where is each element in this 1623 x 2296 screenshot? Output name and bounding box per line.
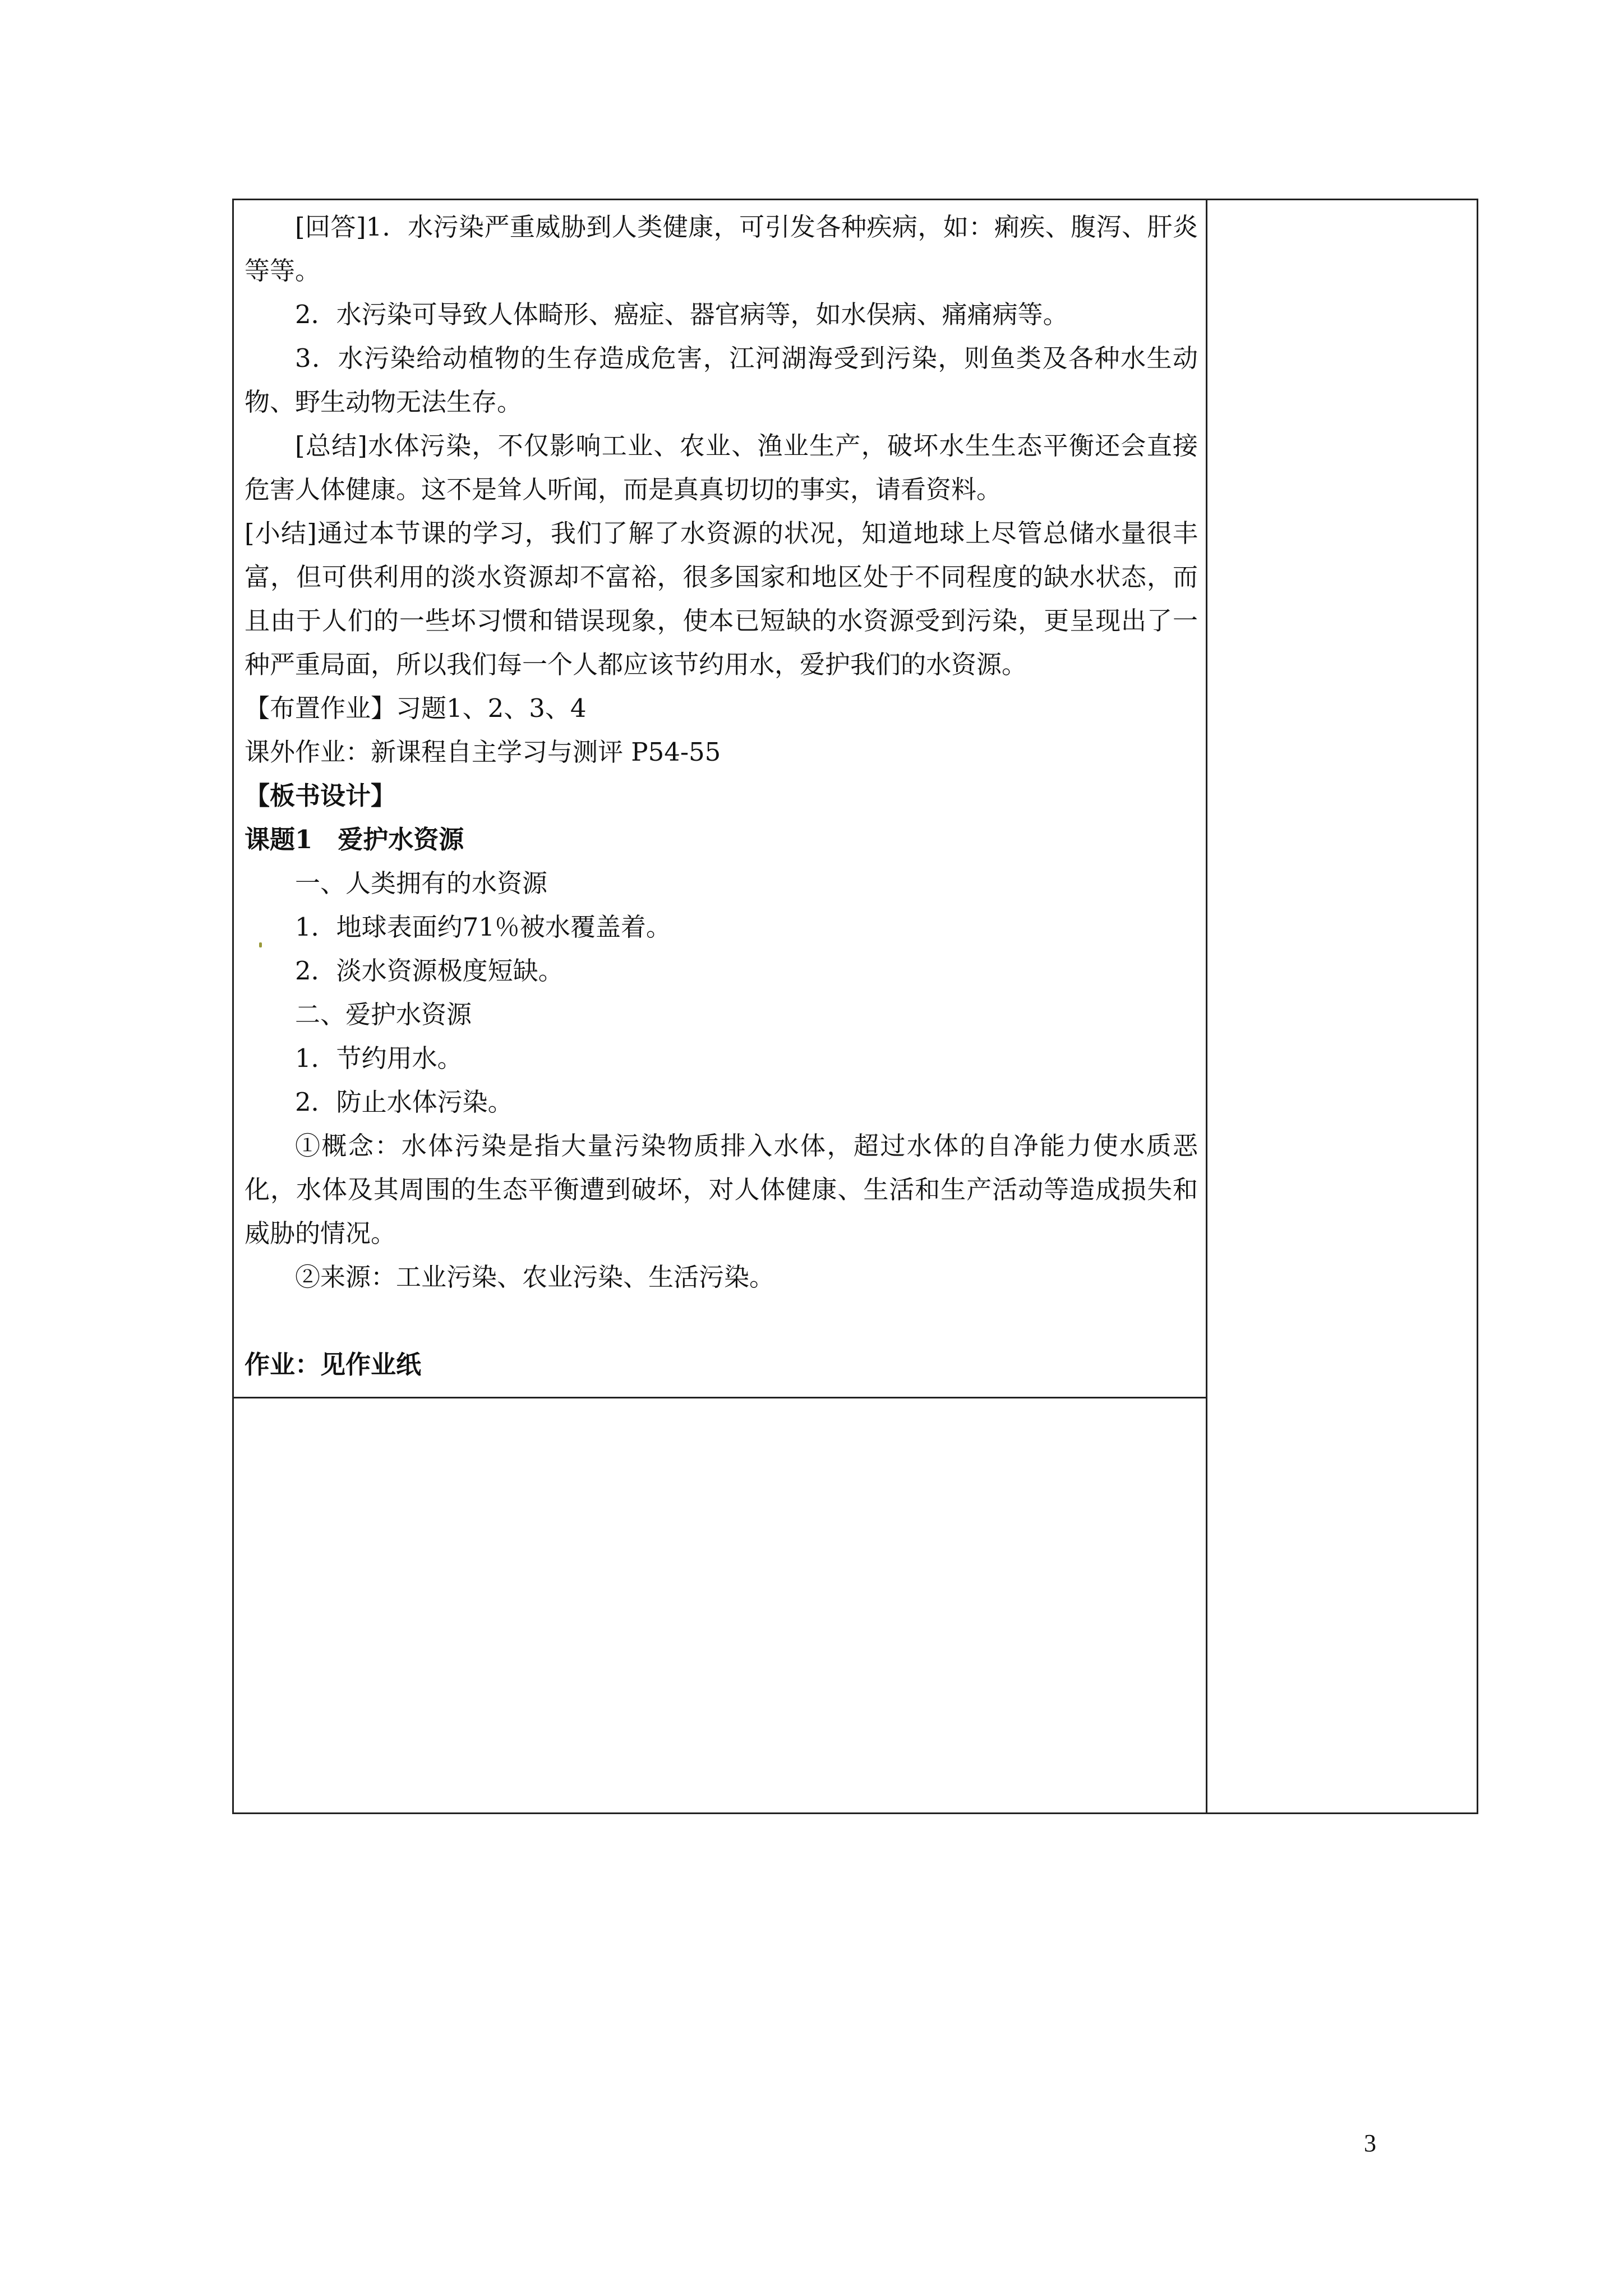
item-2-1: 1．节约用水。 — [295, 1043, 463, 1073]
answer-3: 3．水污染给动植物的生存造成危害，江河湖海受到污染，则鱼类及各种水生动物、野生动物无法生存。 — [245, 343, 1198, 417]
pollution-source: ②来源：工业污染、农业污染、生活污染。 — [295, 1262, 775, 1292]
final-homework: 作业：见作业纸 — [245, 1350, 422, 1379]
item-1-1: 1．地球表面约71％被水覆盖着。 — [295, 912, 671, 942]
homework-text: 习题1、2、3、4 — [396, 693, 587, 723]
answer-2: 2．水污染可导致人体畸形、癌症、器官病等，如水俣病、痛痛病等。 — [295, 300, 1068, 329]
homework-line — [245, 687, 1198, 730]
item-1-2: 2．淡水资源极度短缺。 — [295, 956, 564, 986]
page-number: 3 — [1364, 2129, 1376, 2157]
lesson-title: 课题1 爱护水资源 — [245, 825, 464, 854]
section-1-heading: 一、人类拥有的水资源 — [295, 868, 548, 898]
section-2-heading: 二、爱护水资源 — [295, 1000, 472, 1029]
board-design-heading: 【板书设计】 — [245, 781, 396, 811]
answer-1: [回答]1．水污染严重威胁到人类健康，可引发各种疾病，如：痢疾、腹泻、肝炎等等。 — [245, 212, 1198, 286]
homework-label: 【布置作业】 — [245, 693, 396, 723]
item-2-2: 2．防止水体污染。 — [295, 1087, 513, 1117]
conclusion-paragraph: [小结]通过本节课的学习，我们了解了水资源的状况，知道地球上尽管总储水量很丰富，但可供利用的淡水资源却不富裕，很多国家和地区处于不同程度的缺水状态，而且由于人们的一些坏习惯和错误现象，使本已短缺的水资源受到污染，更呈现出了一种严重局面，所以我们每一个人都应该节约用水，爱护我们的水资源。 — [245, 518, 1198, 679]
blank-line — [245, 1299, 1198, 1343]
extra-homework-line: 课外作业：新课程自主学习与测评 P54-55 — [245, 737, 721, 767]
table-row-divider — [232, 1397, 1207, 1398]
table-column-divider — [1206, 199, 1207, 1814]
summary-paragraph: [总结]水体污染，不仅影响工业、农业、渔业生产，破坏水生生态平衡还会直接危害人体健康。这不是耸人听闻，而是真真切切的事实，请看资料。 — [245, 431, 1198, 504]
pollution-concept: ①概念：水体污染是指大量污染物质排入水体，超过水体的自净能力使水质恶化，水体及其周围的生态平衡遭到破坏，对人体健康、生活和生产活动等造成损失和威胁的情况。 — [245, 1131, 1198, 1248]
lesson-content-cell — [245, 205, 1198, 1387]
